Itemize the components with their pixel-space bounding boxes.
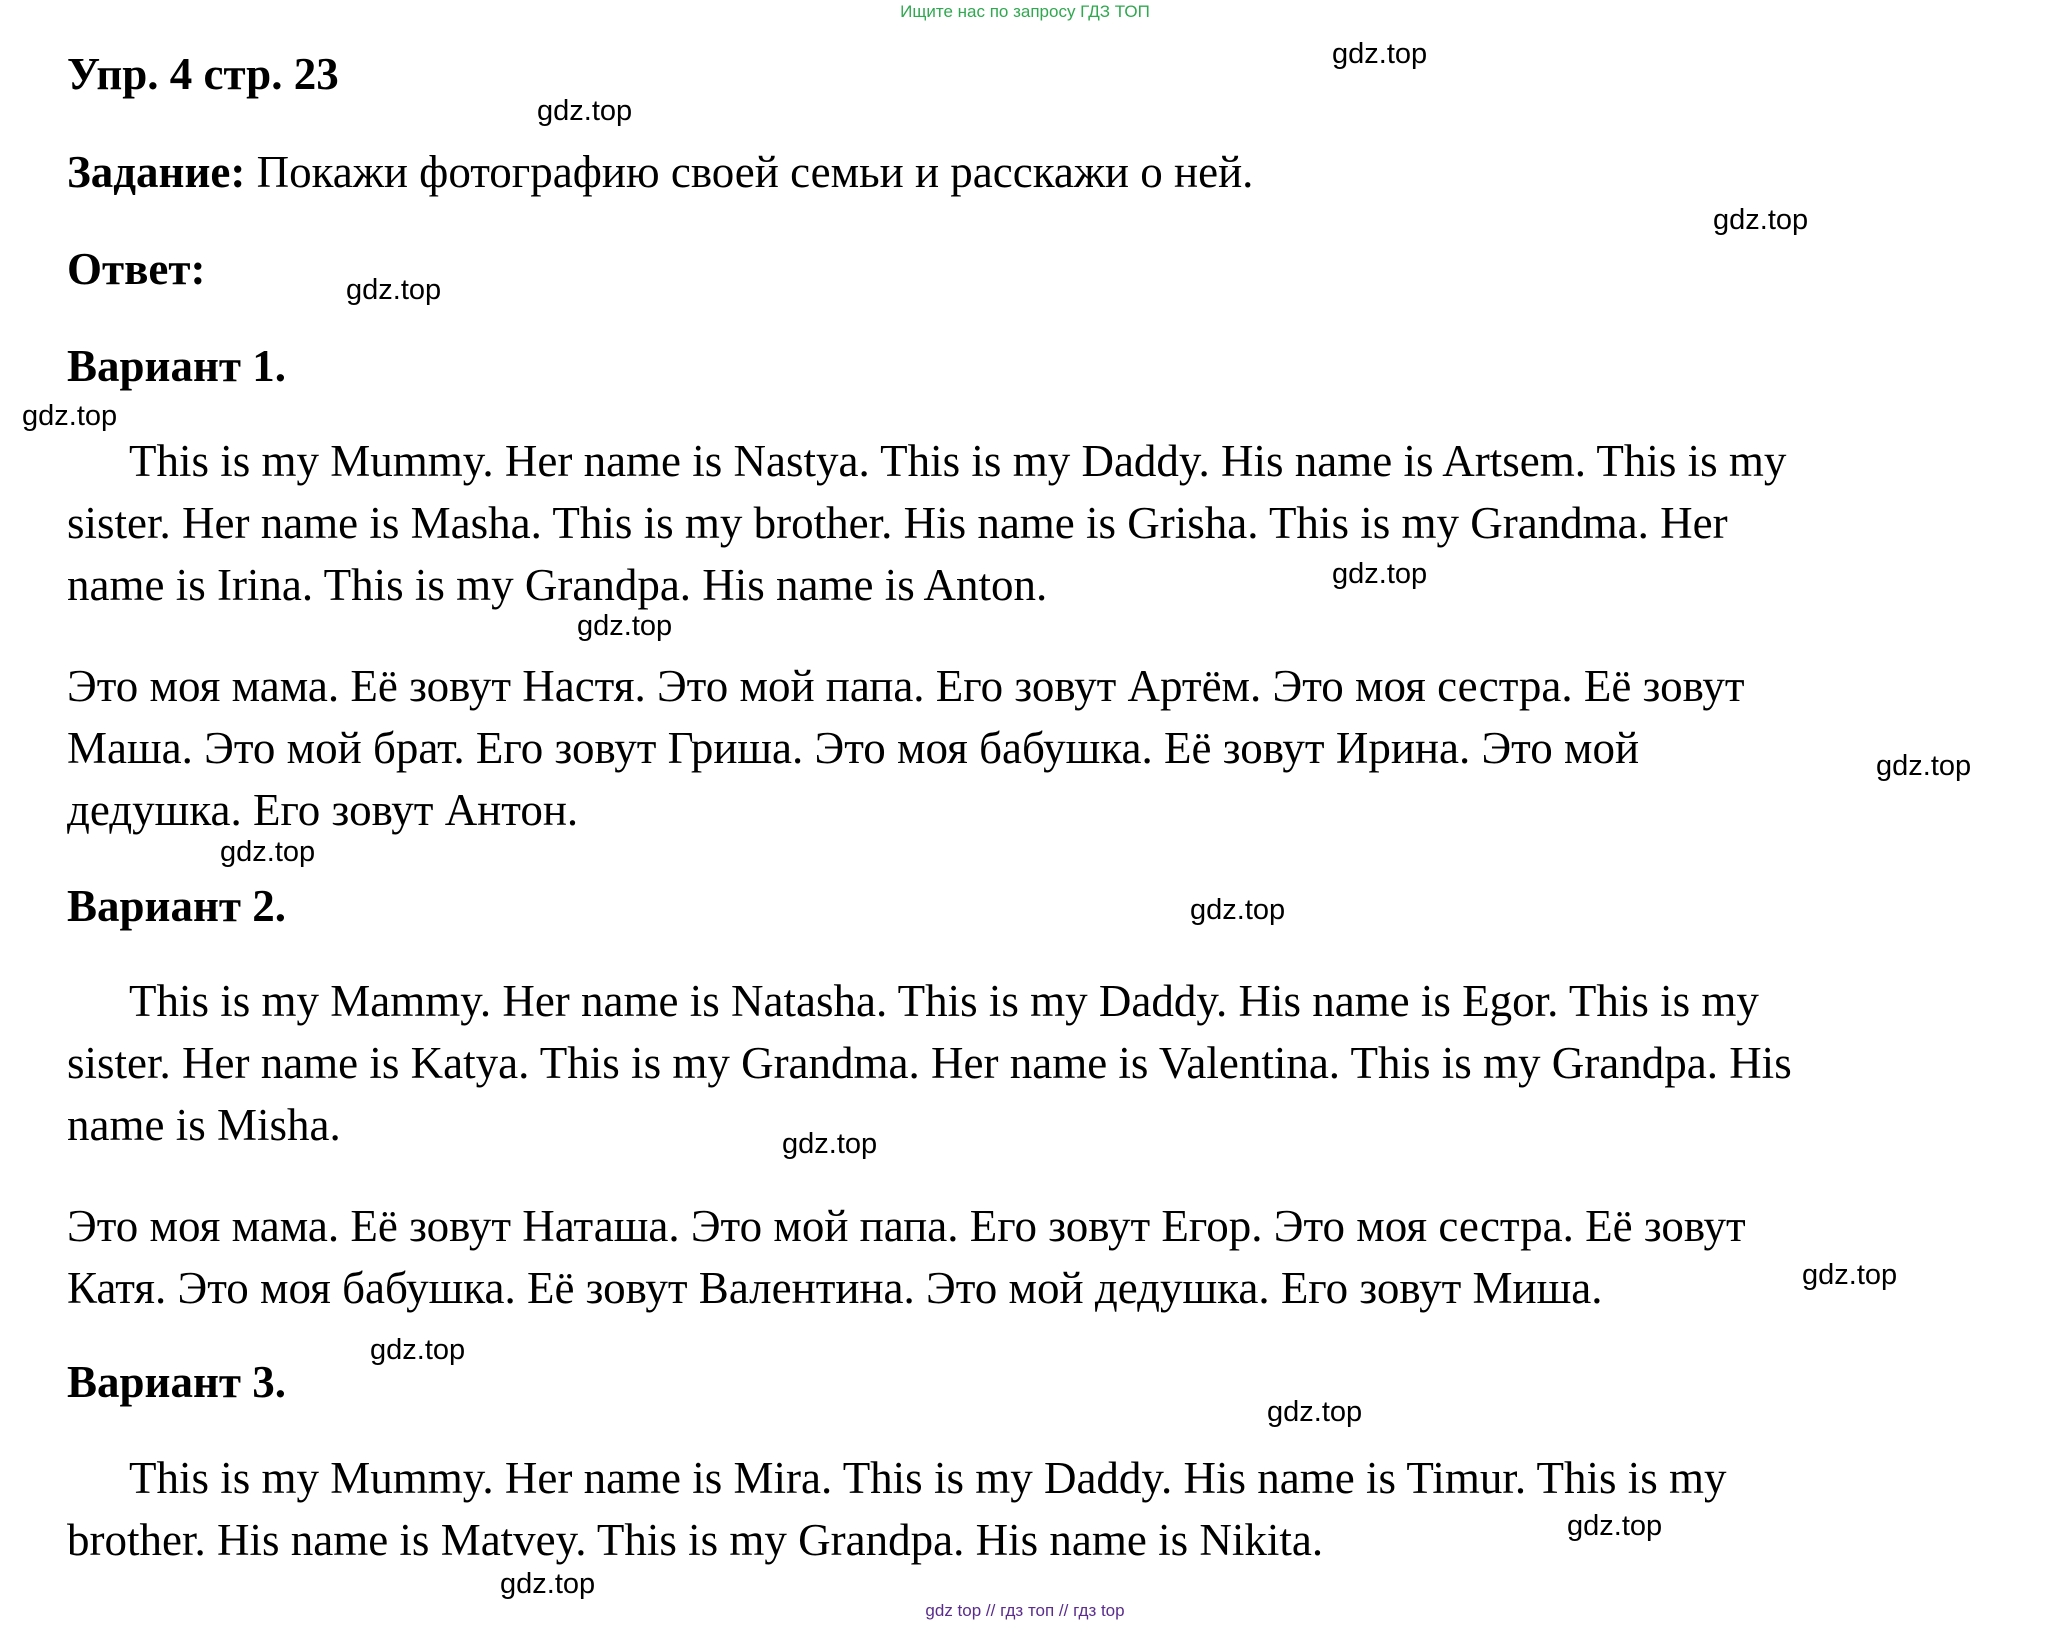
text-line: Это моя мама. Её зовут Настя. Это мой папа. Его зовут Артём. Это моя сестра. Её зовут bbox=[67, 661, 1745, 711]
task-line bbox=[67, 146, 1253, 198]
watermark: gdz.top bbox=[1332, 38, 1428, 70]
text-line: sister. Her name is Katya. This is my Grandma. Her name is Valentina. This is my Grandpa. His bbox=[67, 1038, 1792, 1088]
variant-2-russian bbox=[67, 1195, 2027, 1319]
variant-3-heading: Вариант 3. bbox=[67, 1357, 287, 1407]
page-title: Упр. 4 стр. 23 bbox=[67, 49, 339, 99]
task-label: Задание: bbox=[67, 147, 246, 197]
text-line: дедушка. Его зовут Антон. bbox=[67, 785, 579, 835]
watermark: gdz.top bbox=[577, 610, 673, 642]
watermark: gdz.top bbox=[22, 400, 118, 432]
watermark: gdz.top bbox=[782, 1128, 878, 1160]
watermark: gdz.top bbox=[1713, 204, 1809, 236]
watermark: gdz.top bbox=[346, 274, 442, 306]
variant-2-heading: Вариант 2. bbox=[67, 881, 287, 931]
text-line: Маша. Это мой брат. Его зовут Гриша. Это моя бабушка. Её зовут Ирина. Это мой bbox=[67, 723, 1640, 773]
variant-1-english bbox=[67, 430, 2027, 616]
variant-1-russian bbox=[67, 655, 2027, 841]
text-line: This is my Mummy. Her name is Nastya. This is my Daddy. His name is Artsem. This is my bbox=[129, 436, 1787, 486]
text-line: Катя. Это моя бабушка. Её зовут Валентина. Это мой дедушка. Его зовут Миша. bbox=[67, 1263, 1603, 1313]
text-line: This is my Mummy. Her name is Mira. This is my Daddy. His name is Timur. This is my bbox=[129, 1453, 1727, 1503]
text-line: name is Misha. bbox=[67, 1100, 341, 1150]
watermark: gdz.top bbox=[1802, 1259, 1898, 1291]
watermark: gdz.top bbox=[220, 836, 316, 868]
watermark: gdz.top bbox=[1332, 558, 1428, 590]
watermark: gdz.top bbox=[1567, 1510, 1663, 1542]
watermark: gdz.top bbox=[500, 1568, 596, 1600]
variant-1-heading: Вариант 1. bbox=[67, 341, 287, 391]
watermark: gdz.top bbox=[1876, 750, 1972, 782]
text-line: Это моя мама. Её зовут Наташа. Это мой папа. Его зовут Егор. Это моя сестра. Её зовут bbox=[67, 1201, 1746, 1251]
answer-label: Ответ: bbox=[67, 244, 206, 294]
variant-2-english bbox=[67, 970, 2027, 1156]
top-banner: Ищите нас по запросу ГДЗ ТОП bbox=[900, 2, 1150, 21]
task-text: Покажи фотографию своей семьи и расскажи о ней. bbox=[256, 147, 1254, 197]
bottom-banner: gdz top // гдз топ // гдз top bbox=[925, 1601, 1125, 1620]
text-line: name is Irina. This is my Grandpa. His name is Anton. bbox=[67, 560, 1048, 610]
variant-3-english bbox=[67, 1447, 2027, 1571]
watermark: gdz.top bbox=[537, 95, 633, 127]
text-line: sister. Her name is Masha. This is my brother. His name is Grisha. This is my Grandma. Her bbox=[67, 498, 1728, 548]
watermark: gdz.top bbox=[370, 1334, 466, 1366]
watermark: gdz.top bbox=[1190, 894, 1286, 926]
text-line: brother. His name is Matvey. This is my Grandpa. His name is Nikita. bbox=[67, 1515, 1324, 1565]
text-line: This is my Mammy. Her name is Natasha. This is my Daddy. His name is Egor. This is my bbox=[129, 976, 1759, 1026]
watermark: gdz.top bbox=[1267, 1396, 1363, 1428]
